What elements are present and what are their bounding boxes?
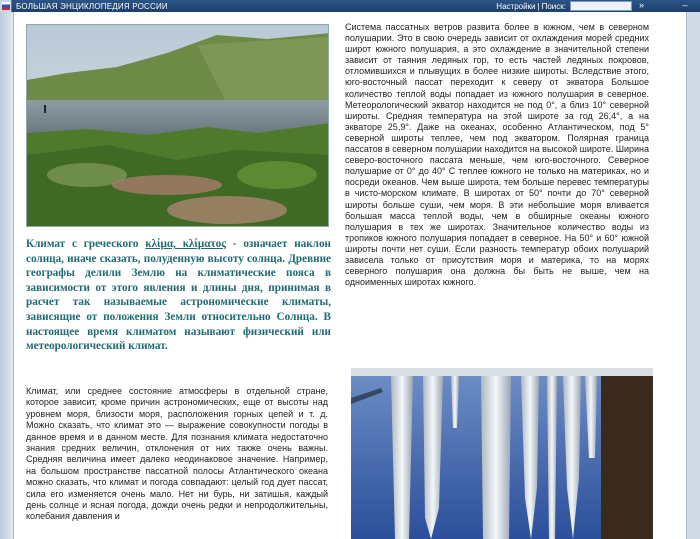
app-title: БОЛЬШАЯ ЭНЦИКЛОПЕДИЯ РОССИИ [16, 1, 168, 11]
separator: | [537, 1, 540, 11]
greek-word: κλίμα, κλίματος [145, 238, 226, 250]
scrollbar[interactable] [686, 12, 700, 539]
article-text-right: Система пассатных ветров развита более в южном, чем в северном полушарии. Это в свою очередь зависит от охлаждения морей средних широт южного полушария, а это охлаждение в значительной степени зависит от таяния ледяных гор, то есть частей ледяных покровов, отломившихся и плывущих в более низкие широты. Вследствие этого, юго-восточный пассат переходит к северу от экватора Большое количество теплой воды попадает из южного полушария в северное. Метеорологический экватор находится не под 0°, а близ 10° северной широты. Средняя температура на этой широте за год 26,4°, а на экваторе 25,9°. Даже на океанах, особенно Атлантическом, под 5° северной широты теплее, чем под экватором. Полярная граница пассатов в северном полушарии находится на высокой широте. Ширина северо-восточного пассата меньше, чем юго-восточного. Северное полушарие от 0° до 40° С теплее южного не только на материках, но и посреди океанов. Чем выше широта, тем больше перевес температуры в чисто-морском климате. В широтах от 50° почти до 70° северной широты больше суши, чем моря. В эти небольшие моря вливается большая масса теплой воды, чем в обширные океаны южного полушария в тех же широтах. Значительное количество воды из тропиков южного полушария попадает в северное. На 50° и 60° южной широты почти нет суши. Если разность температур обоих полушарий зависела только от присутствия моря и материка, то на морях северного полушария она должна бы быть не выше, чем на одноименных широтах южного. [345, 22, 649, 288]
search-label: Поиск: [541, 1, 566, 11]
photo-landscape [26, 24, 329, 227]
intro-quote: Климат с греческого κλίμα, κλίματος - означает наклон солнца, иначе сказать, полуденную высоту солнца. Древние географы делили Землю на климатические пояса в зависимости от этого явления и длины дня, принимая в расчет так называемые астрономические климаты, зависящие от положения Земли относительно Солнца. В настоящее время климатом называют физический или метеорологический климат. [26, 238, 331, 353]
settings-link[interactable]: Настройки [496, 1, 536, 11]
photo-icicles [351, 368, 653, 539]
article-page [14, 12, 686, 539]
left-frame [0, 12, 14, 539]
app-logo-icon [0, 0, 12, 12]
search-input[interactable] [570, 1, 632, 11]
search-go-button[interactable]: » [638, 0, 644, 10]
article-text-left: Климат, или среднее состояние атмосферы в отдельной стране, которое зависит, кроме причин астрономических, еще от высоты над уровнем моря, близости моря, расположения горных цепей и т. д. Можно сказать, что климат это — выражение совокупности погоды в данное время и в данном месте. Для познания климата недостаточно знания средних величин, отклонения от них также очень важны. Средняя величина имеет далеко неодинаковое значение. Например, на большом пространстве пассатной полосы Атлантического океана можно сказать, что климат и погода совпадают: целый год дует пассат, сила его изменяется очень мало. Нет ни бурь, ни затишья, каждый день солнце и ясная погода, дожди очень редки и непродолжительны, колебания давления и [26, 386, 328, 522]
title-bar [0, 0, 700, 12]
minimize-button[interactable]: – [682, 0, 688, 10]
